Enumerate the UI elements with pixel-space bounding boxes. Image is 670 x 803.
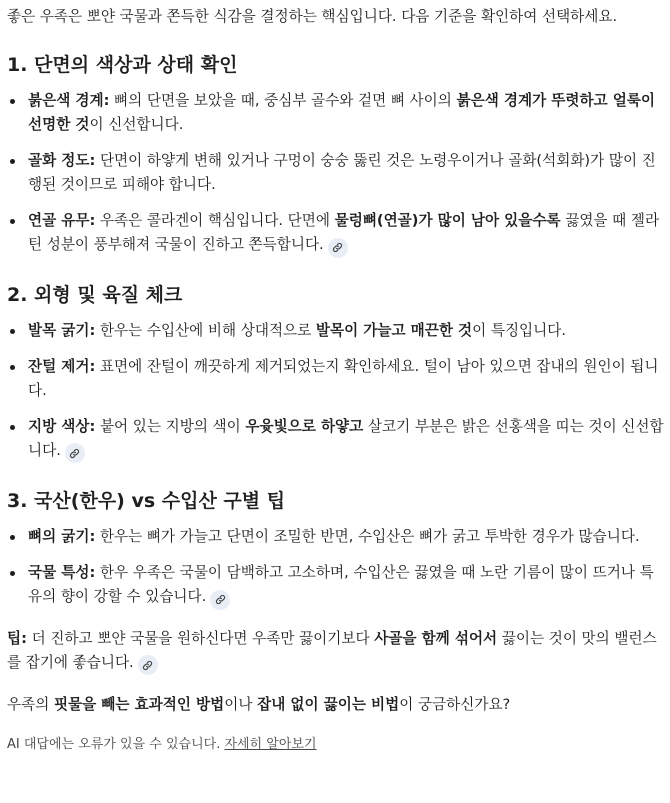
list-item bbox=[7, 319, 666, 343]
list-item bbox=[7, 561, 666, 610]
item-text: 살코기 부분은 밝은 선홍색을 띠는 것이 신선합니다. bbox=[28, 417, 664, 459]
section-list-origin bbox=[7, 525, 666, 610]
section-heading-cut-surface: 1. 단면의 색상과 상태 확인 bbox=[7, 54, 238, 76]
section-list-cut-surface bbox=[7, 89, 666, 258]
tip-paragraph bbox=[7, 627, 666, 676]
list-item bbox=[7, 209, 666, 258]
ai-disclaimer bbox=[7, 735, 666, 755]
ai-answer bbox=[0, 5, 670, 755]
question-emphasis: 잡내 없이 끓이는 비법 bbox=[257, 696, 400, 713]
list-item bbox=[7, 89, 666, 137]
learn-more-link[interactable]: 자세히 알아보기 bbox=[224, 737, 317, 752]
section-heading-origin: 3. 국산(한우) vs 수입산 구별 팁 bbox=[7, 490, 286, 512]
item-label: 골화 정도: bbox=[28, 152, 96, 169]
question-text: 우족의 bbox=[7, 696, 54, 713]
disclaimer-text: AI 대답에는 오류가 있을 수 있습니다. bbox=[7, 737, 225, 752]
item-text: 우족은 콜라겐이 핵심입니다. 단면에 bbox=[95, 212, 335, 229]
tip-text: 더 진하고 뽀얀 국물을 원하신다면 우족만 끓이기보다 bbox=[26, 629, 375, 647]
item-label: 국물 특성: bbox=[28, 564, 96, 581]
item-text: 한우는 뼈가 가늘고 단면이 조밀한 반면, 수입산은 뼈가 굵고 투박한 경우가 많습니다. bbox=[95, 528, 640, 545]
item-emphasis: 붉은색 경계가 뚜렷하고 얼룩이 선명한 것 bbox=[28, 92, 656, 133]
link-icon[interactable] bbox=[65, 443, 85, 463]
follow-up-question bbox=[7, 693, 666, 717]
tip-emphasis: 사골을 함께 섞어서 bbox=[374, 629, 498, 647]
item-label: 발목 굵기: bbox=[28, 321, 96, 339]
question-text: 이 궁금하신가요? bbox=[399, 696, 511, 713]
item-label: 뼈의 굵기: bbox=[28, 528, 96, 545]
question-text: 이나 bbox=[224, 696, 258, 713]
item-text: 한우는 수입산에 비해 상대적으로 bbox=[95, 321, 316, 339]
item-text: 이 특징입니다. bbox=[472, 321, 566, 339]
list-item bbox=[7, 415, 666, 464]
list-item bbox=[7, 149, 666, 197]
item-text: 단면이 하얗게 변해 있거나 구멍이 숭숭 뚫린 것은 노령우이거나 골화(석회화)가 많이 진행된 것이므로 피해야 합니다. bbox=[28, 152, 656, 193]
question-emphasis: 핏물을 빼는 효과적인 방법 bbox=[53, 696, 225, 713]
item-text: 이 신선합니다. bbox=[89, 116, 184, 133]
item-emphasis: 발목이 가늘고 매끈한 것 bbox=[315, 321, 473, 339]
item-text: 표면에 잔털이 깨끗하게 제거되었는지 확인하세요. 털이 남아 있으면 잡내의 원인이 됩니다. bbox=[28, 357, 659, 399]
link-icon[interactable] bbox=[138, 655, 158, 675]
item-label: 잔털 제거: bbox=[28, 357, 96, 375]
item-text: 끓였을 때 젤라틴 성분이 풍부해져 국물이 진하고 쫀득합니다. bbox=[28, 212, 660, 253]
item-emphasis: 물렁뼈(연골)가 많이 남아 있을수록 bbox=[334, 212, 561, 229]
item-label: 붉은색 경계: bbox=[28, 92, 110, 109]
list-item bbox=[7, 355, 666, 403]
link-icon[interactable] bbox=[328, 238, 348, 258]
item-label: 연골 유무: bbox=[28, 212, 96, 229]
section-heading-appearance: 2. 외형 및 육질 체크 bbox=[7, 283, 183, 306]
link-icon[interactable] bbox=[210, 590, 230, 610]
tip-text: 끓이는 것이 맛의 밸런스를 잡기에 좋습니다. bbox=[7, 629, 657, 671]
item-text: 뼈의 단면을 보았을 때, 중심부 골수와 겉면 뼈 사이의 bbox=[109, 92, 457, 109]
list-item bbox=[7, 525, 666, 549]
item-emphasis: 우윳빛으로 하얗고 bbox=[245, 417, 364, 435]
item-text: 한우 우족은 국물이 담백하고 고소하며, 수입산은 끓였을 때 노란 기름이 많이 뜨거나 특유의 향이 강할 수 있습니다. bbox=[28, 564, 654, 605]
intro-text: 좋은 우족은 뽀얀 국물과 쫀득한 식감을 결정하는 핵심입니다. 다음 기준을 확인하여 선택하세요. bbox=[7, 8, 618, 25]
item-text: 붙어 있는 지방의 색이 bbox=[95, 417, 246, 435]
item-label: 지방 색상: bbox=[28, 417, 96, 435]
section-list-appearance bbox=[7, 319, 666, 464]
tip-label: 팁: bbox=[7, 629, 27, 647]
